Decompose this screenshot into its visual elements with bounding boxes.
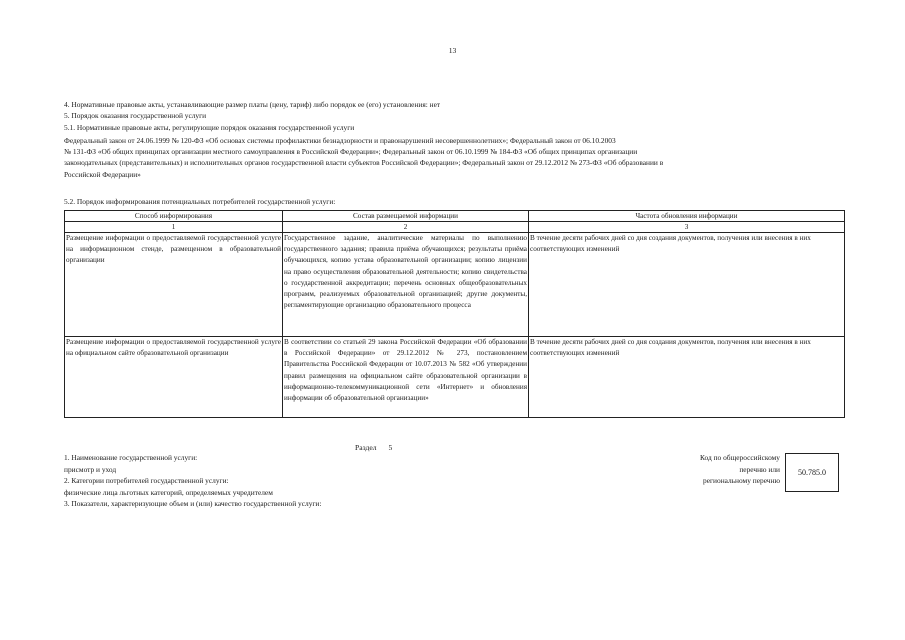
- document-top-block: [64, 101, 844, 180]
- header-method: Способ информирования: [65, 211, 283, 222]
- table-header-row: [65, 211, 845, 222]
- column-number: 1: [65, 222, 283, 233]
- table-number-row: [65, 222, 845, 233]
- page-number: 13: [448, 46, 457, 55]
- registry-code-block: [640, 452, 840, 492]
- code-label-line: региональному перечню: [703, 476, 780, 486]
- cell-content: В соответствии со статьей 29 закона Российской Федерации «Об образовании в Российской Федерации» от 29.12.2012 № 273, постановлением Правительства Российской Федерации от 10.07.2013 № 582 «Об утверждении правил размещения на официальном сайте образовательной организации в информационно-телекоммуникационной сети «Интернет» и обновления информации об образовательной организации»: [283, 337, 529, 418]
- cell-method: Размещение информации о предоставляемой государственной услуге на информационном стенде, размещенном в образовательной организации: [65, 233, 283, 337]
- item-5-1-regulating-acts: 5.1. Нормативные правовые акты, регулирующие порядок оказания государственной услуги: [64, 122, 355, 132]
- section-number: 5: [388, 443, 393, 452]
- item-4-legal-acts-fee: 4. Нормативные правовые акты, устанавливающие размер платы (цену, тариф) либо порядок ее (его) установления: нет: [64, 100, 441, 109]
- service-name-value: присмотр и уход: [64, 464, 117, 474]
- table-row: [65, 233, 845, 337]
- column-number: 2: [283, 222, 529, 233]
- legal-acts-line: законодательных (представительных) и исполнительных органов государственной власти субъектов Российской Федерации»; Федеральный закон от 29.12.2012 № 273-ФЗ «Об образовании в: [64, 158, 664, 168]
- cell-content: Государственное задание, аналитические материалы по выполнению государственного задания; правила приёма обучающихся; результаты приёма обучающихся, копию устава образовательной организации; копию лицензии на право осуществления образовательной деятельности; копию свидетельства о государственной аккредитации; перечень основных общеобразовательных программ, реализуемых образовательной организацией; другие документы, регламентирующие организацию образовательного процесса: [283, 233, 529, 337]
- legal-acts-line: Российской Федерации»: [64, 169, 141, 179]
- column-number: 3: [529, 222, 845, 233]
- consumers-value: физические лица льготных категорий, определяемых учредителем: [64, 487, 273, 497]
- code-label-line: Код по общероссийскому: [699, 453, 780, 462]
- section-title: [355, 443, 392, 452]
- informing-table: [64, 210, 845, 418]
- registry-code-value: 50.785.0: [785, 453, 839, 492]
- legal-acts-line: № 131-ФЗ «Об общих принципах организации местного самоуправления в Российской Федерации»; Федеральный закон от 06.10.1999 № 184-ФЗ «Об общих принципах организации: [64, 147, 638, 157]
- legal-acts-list: [64, 135, 844, 180]
- table-row: [65, 337, 845, 418]
- cell-frequency: В течение десяти рабочих дней со дня создания документов, получения или внесения в них соответствующих изменений: [529, 233, 845, 337]
- item-5-service-procedure: 5. Порядок оказания государственной услуги: [64, 111, 207, 121]
- header-content: Состав размещаемой информации: [283, 211, 529, 222]
- cell-method: Размещение информации о предоставляемой государственной услуге на официальном сайте образовательной организации: [65, 337, 283, 418]
- code-label-line: перечню или: [739, 464, 780, 474]
- document-bottom-block: [64, 454, 664, 512]
- item-2-consumers-label: 2. Категории потребителей государственной услуги:: [64, 476, 229, 485]
- item-3-indicators-label: 3. Показатели, характеризующие объем и (или) качество государственной услуги:: [64, 499, 322, 508]
- registry-code-labels: [640, 452, 780, 487]
- legal-acts-line: Федеральный закон от 24.06.1999 № 120-ФЗ «Об основах системы профилактики безнадзорности и правонарушений несовершеннолетних»; Федеральный закон от 06.10.2003: [64, 135, 616, 145]
- section-label: Раздел: [355, 443, 377, 452]
- item-5-2-informing-procedure: 5.2. Порядок информирования потенциальных потребителей государственной услуги:: [64, 197, 336, 206]
- header-frequency: Частота обновления информации: [529, 211, 845, 222]
- cell-frequency: В течение десяти рабочих дней со дня создания документов, получения или внесения в них соответствующих изменений: [529, 337, 845, 418]
- item-1-service-name-label: 1. Наименование государственной услуги:: [64, 453, 198, 462]
